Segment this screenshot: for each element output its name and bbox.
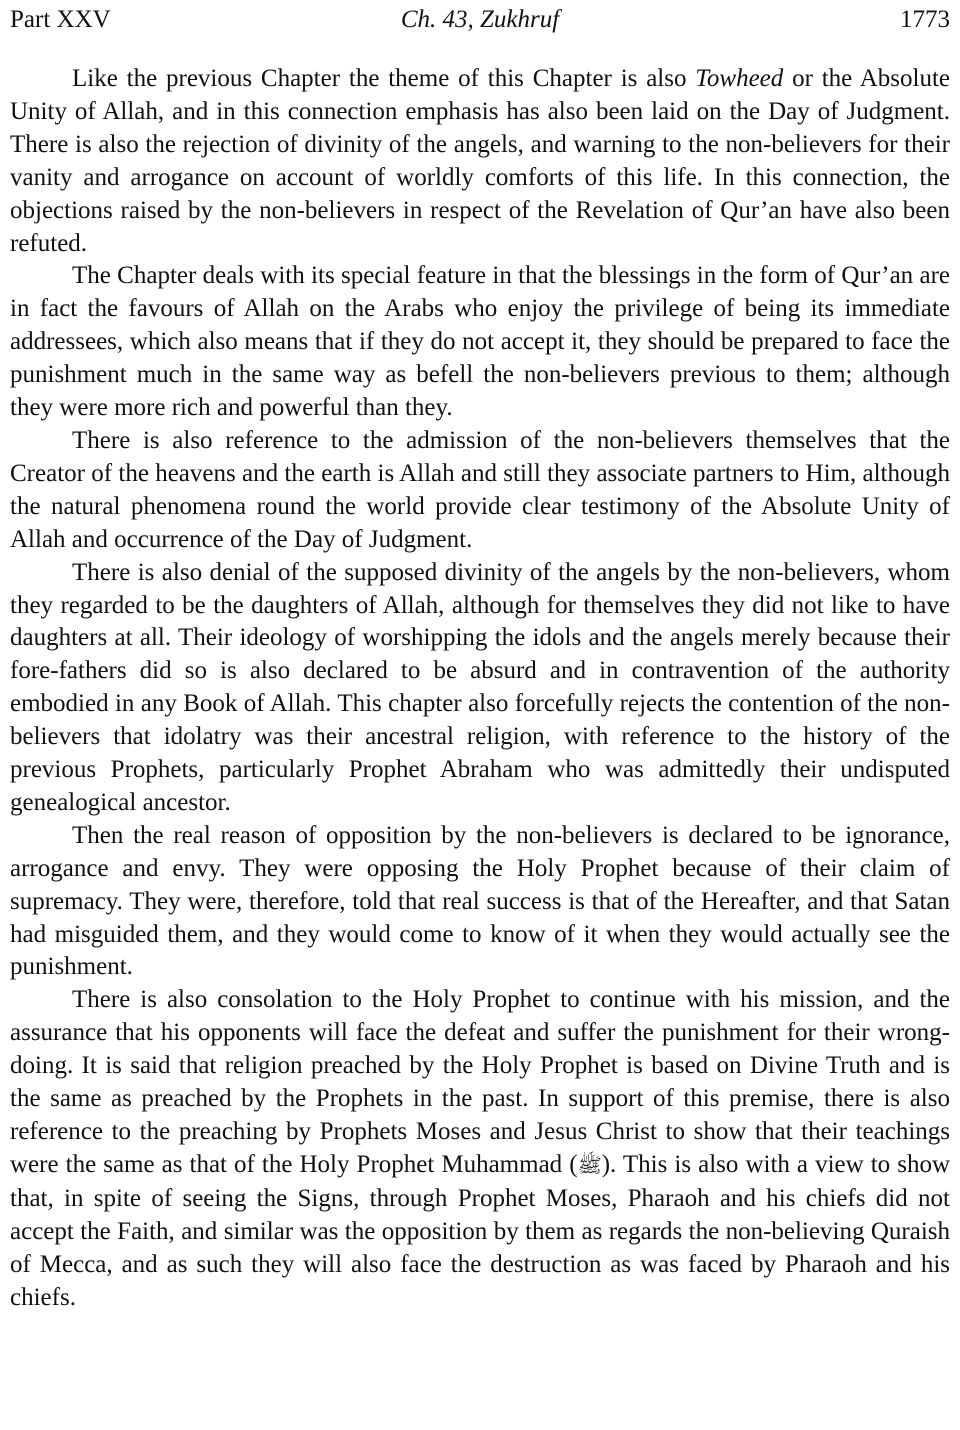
paragraph-5: Then the real reason of opposition by the non-believers is declared to be ignorance, arrogance and envy. They were opposing the Holy Prophet because of their claim of supremacy. They were, therefore, told that real success is that of the Hereafter, and that Satan had misguided them, and they would come to know of it when they would actually see the punishment. bbox=[10, 821, 950, 981]
paragraph-1-start: Like the previous Chapter the theme of this Chapter is also bbox=[72, 65, 696, 92]
paragraph-2: The Chapter deals with its special feature in that the blessings in the form of Qur’an are in fact the favours of Allah on the Arabs who enjoy the privilege of being its immediate addressees, which also means that if they do not accept it, they should be prepared to face the punishment much in the same way as befell the non-believers previous to them; although they were more rich and powerful than they. bbox=[10, 262, 950, 422]
body-text bbox=[10, 63, 950, 1314]
paragraph-1-end: or the Absolute Unity of Allah, and in this connection emphasis has also been laid on the Day of Judgment. There is also the rejection of divinity of the angels, and warning to the non-believers for their vanity and arrogance on account of worldly comforts of this life. In this connection, the objections raised by the non-believers in respect of the Revelation of Qur’an have also been refuted. bbox=[10, 65, 950, 257]
paragraph-6-end: ). This is also with a view to show that, in spite of seeing the Signs, through Prophet Moses, Pharaoh and his chiefs did not accept the Faith, and similar was the opposition by them as regards the non-believing Quraish of Mecca, and as such they will also face the destruction as was faced by Pharaoh and his chiefs. bbox=[10, 1150, 950, 1311]
paragraph-1 bbox=[10, 63, 950, 260]
paragraph-6-start: There is also consolation to the Holy Prophet to continue with his mission, and the assurance that his opponents will face the defeat and suffer the punishment for their wrong-doing. It is said that religion preached by the Holy Prophet is based on Divine Truth and is the same as preached by the Prophets in the past. In support of this premise, there is also reference to the preaching by Prophets Moses and Jesus Christ to show that their teachings were the same as that of the Holy Prophet Muhammad ( bbox=[10, 986, 950, 1178]
part-label: Part XXV bbox=[10, 6, 111, 33]
paragraph-4: There is also denial of the supposed divinity of the angels by the non-believers, whom they regarded to be the daughters of Allah, although for themselves they did not like to have daughters at all. Their ideology of worshipping the idols and the angels merely because their fore-fathers did so is also declared to be absurd and in contravention of the authority embodied in any Book of Allah. This chapter also forcefully rejects the contention of the non-believers that idolatry was their ancestral religion, with reference to the history of the previous Prophets, particularly Prophet Abraham who was admittedly their undisputed genealogical ancestor. bbox=[10, 558, 950, 816]
running-header bbox=[10, 2, 950, 38]
honorific-glyph: ﷺ bbox=[577, 1154, 602, 1177]
page-number: 1773 bbox=[900, 6, 950, 33]
paragraph-3: There is also reference to the admission of the non-believers themselves that the Creator of the heavens and the earth is Allah and still they associate partners to Him, although the natural phenomena round the world provide clear testimony of the Absolute Unity of Allah and occurrence of the Day of Judgment. bbox=[10, 426, 950, 553]
towheed-term: Towheed bbox=[695, 65, 784, 92]
chapter-title: Ch. 43, Zukhruf bbox=[400, 6, 560, 33]
paragraph-6 bbox=[10, 984, 950, 1314]
